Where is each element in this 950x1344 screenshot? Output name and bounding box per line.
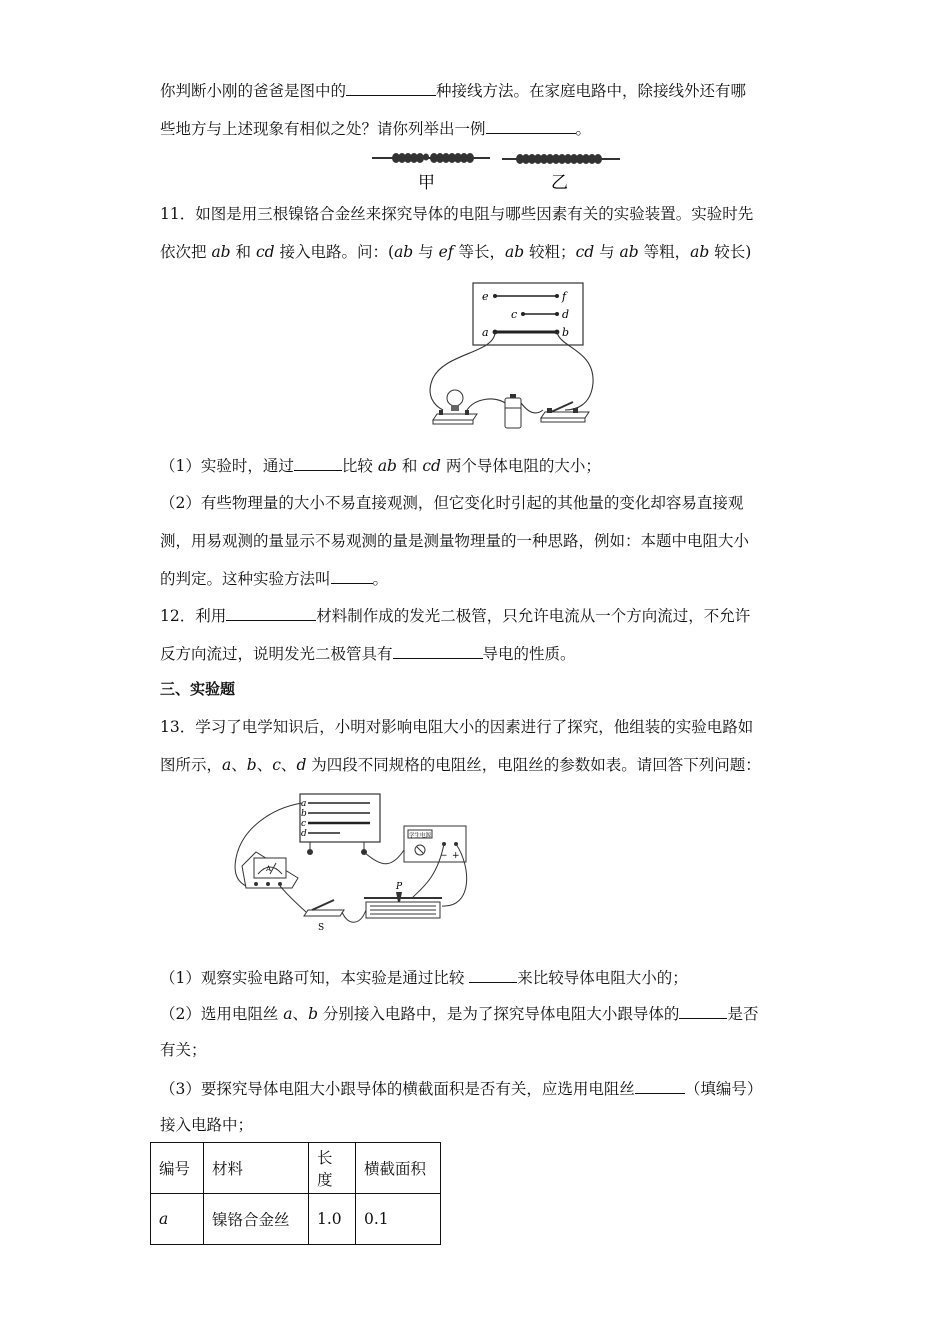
q13-sub-3: （3）要探究导体电阻大小跟导体的横截面积是否有关，应选用电阻丝 （填编号） [160, 1077, 762, 1100]
switch-s [304, 900, 344, 933]
q13-sub-3-line-2: 接入电路中； [160, 1116, 254, 1134]
q10-line-2: 些地方与上述现象有相似之处？请你列举出一例 。 [160, 117, 591, 140]
q12-blank-2[interactable] [393, 642, 483, 659]
q13-line-2: 图所示，a、b、c、d 为四段不同规格的电阻丝，电阻丝的参数如表。请回答下列问题： [160, 756, 761, 774]
experiment-circuit-figure [232, 788, 482, 948]
q10-line-1: 你判断小刚的爸爸是图中的 种接线方法。在家庭电路中，除接线外还有哪 [160, 79, 746, 102]
table-cell: 镍铬合金丝 [204, 1194, 309, 1245]
supply-label: 学生电源 [409, 833, 432, 839]
supply-minus: − [440, 851, 448, 861]
q12-blank-1[interactable] [226, 604, 316, 621]
label-a: a [482, 326, 489, 339]
q13-sub-2-line-2: 有关； [160, 1041, 207, 1059]
wire-label-a: a [301, 799, 307, 809]
coil-right [516, 154, 602, 164]
wire-label-b: b [301, 809, 307, 819]
q11-blank-1[interactable] [294, 454, 342, 471]
label-f: f [562, 290, 567, 303]
wire-joint-figure [368, 146, 628, 194]
coil-left [392, 153, 474, 163]
q11-sub-2-line-3: 的判定。这种实验方法叫 。 [160, 567, 388, 590]
resistor-board-figure [425, 278, 615, 438]
q13-blank-1[interactable] [469, 966, 517, 983]
table-header-cell: 编号 [151, 1143, 204, 1194]
table-cell: a [151, 1194, 204, 1245]
wire-label-d: d [301, 829, 307, 839]
table-cell: 0.1 [356, 1194, 441, 1245]
q13-blank-3[interactable] [635, 1077, 685, 1094]
ammeter [242, 852, 298, 888]
q10-blank-1[interactable] [346, 79, 436, 96]
q11-line-2: 依次把 ab 和 cd 接入电路。问：(ab 与 ef 等长，ab 较粗；cd 与 ab 等粗，ab 较长) [160, 243, 752, 261]
meter-label: A [266, 865, 272, 873]
q11-sub-2-line-1: （2）有些物理量的大小不易直接观测，但它变化时引起的其他量的变化却容易直接观 [160, 494, 744, 512]
table-header-row [151, 1143, 441, 1194]
rheostat [364, 882, 442, 918]
resistor-parameter-table [150, 1142, 441, 1245]
battery [505, 394, 521, 428]
label-d: d [562, 308, 570, 321]
q10-blank-2[interactable] [486, 117, 576, 134]
q11-line-1: 11．如图是用三根镍铬合金丝来探究导体的电阻与哪些因素有关的实验装置。实验时先 [160, 205, 754, 223]
wire-joint-svg [368, 146, 628, 194]
supply-plus: + [452, 851, 460, 861]
label-c: c [511, 308, 518, 321]
bulb [433, 390, 477, 424]
q13-blank-2[interactable] [679, 1002, 727, 1019]
section-title: 三、实验题 [160, 680, 236, 698]
label-jia: 甲 [418, 173, 435, 193]
q13-sub-2: （2）选用电阻丝 a、b 分别接入电路中，是为了探究导体电阻大小跟导体的 是否 [160, 1002, 758, 1025]
q11-sub-2-line-2: 测，用易观测的量显示不易观测的量是测量物理量的一种思路，例如：本题中电阻大小 [160, 532, 750, 550]
switch-label: S [318, 923, 325, 933]
q11-sub-1: （1）实验时，通过 比较 ab 和 cd 两个导体电阻的大小； [160, 454, 601, 477]
q12-line-1: 12．利用 材料制作成的发光二极管，只允许电流从一个方向流过，不允许 [160, 604, 750, 627]
experiment-circuit-svg [232, 788, 482, 948]
wire-label-c: c [301, 819, 307, 829]
table-header-cell: 材料 [204, 1143, 309, 1194]
power-supply [404, 826, 466, 862]
resistor-board-svg [425, 278, 615, 438]
q11-blank-2[interactable] [331, 567, 373, 584]
q13-line-1: 13．学习了电学知识后，小明对影响电阻大小的因素进行了探究，他组装的实验电路如 [160, 718, 754, 736]
q13-sub-1: （1）观察实验电路可知，本实验是通过比较 来比较导体电阻大小的； [160, 966, 688, 989]
label-e: e [482, 290, 489, 303]
label-b: b [562, 326, 570, 339]
table-header-cell: 长度 [309, 1143, 356, 1194]
table-cell: 1.0 [309, 1194, 356, 1245]
label-yi: 乙 [551, 173, 568, 193]
wire-board [300, 794, 380, 842]
table-header-cell: 横截面积 [356, 1143, 441, 1194]
q12-line-2: 反方向流过，说明发光二极管具有 导电的性质。 [160, 642, 576, 665]
slider-label: P [396, 882, 403, 892]
table-row [151, 1194, 441, 1245]
